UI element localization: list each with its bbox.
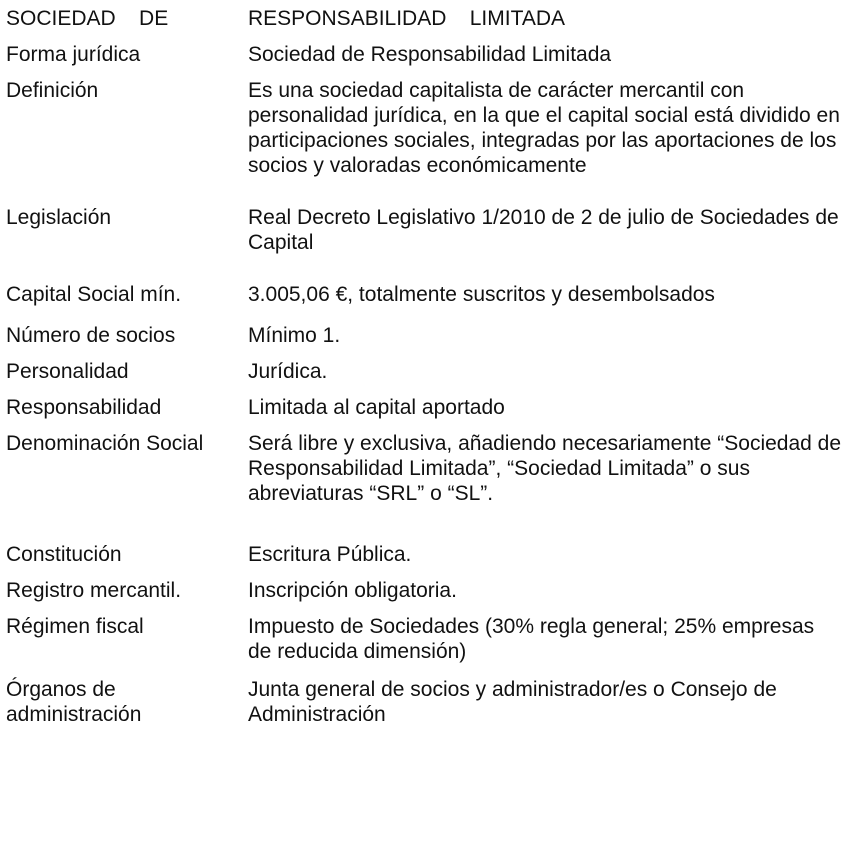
row-label: Legislación bbox=[6, 206, 112, 229]
row-label: Registro mercantil. bbox=[6, 579, 182, 602]
row-value: Mínimo 1. bbox=[248, 324, 341, 347]
document bbox=[6, 6, 842, 727]
row-value: Es una sociedad capitalista de carácter mercantil con personalidad jurídica, en la que el capital social está dividido en participaciones sociales, integradas por las aportaciones de los socios y valoradas económicamente bbox=[248, 79, 840, 177]
row-denominacion-social bbox=[6, 431, 842, 506]
row-value: Escritura Pública. bbox=[248, 543, 412, 566]
row-value: Junta general de socios y administrador/es o Consejo de Administración bbox=[248, 678, 777, 726]
row-capital-social bbox=[6, 282, 842, 307]
title-right: RESPONSABILIDAD LIMITADA bbox=[248, 7, 566, 30]
row-organos-administracion bbox=[6, 677, 842, 727]
row-constitucion bbox=[6, 542, 842, 567]
row-label: Constitución bbox=[6, 543, 122, 566]
row-definicion bbox=[6, 78, 842, 178]
title-row bbox=[6, 6, 842, 34]
row-label: Denominación Social bbox=[6, 432, 204, 455]
row-label: Régimen fiscal bbox=[6, 615, 144, 638]
row-value: Jurídica. bbox=[248, 360, 328, 383]
row-label: Personalidad bbox=[6, 360, 129, 383]
row-forma-juridica bbox=[6, 42, 842, 67]
row-label: Órganos de administración bbox=[6, 678, 142, 726]
row-registro-mercantil bbox=[6, 578, 842, 603]
row-value: Real Decreto Legislativo 1/2010 de 2 de julio de Sociedades de Capital bbox=[248, 206, 839, 254]
row-value: Limitada al capital aportado bbox=[248, 396, 505, 419]
row-label: Forma jurídica bbox=[6, 43, 141, 66]
row-label: Definición bbox=[6, 79, 99, 102]
row-regimen-fiscal bbox=[6, 614, 842, 664]
row-numero-socios bbox=[6, 323, 842, 348]
row-label: Capital Social mín. bbox=[6, 283, 182, 306]
row-value: 3.005,06 €, totalmente suscritos y desembolsados bbox=[248, 283, 715, 306]
row-value: Inscripción obligatoria. bbox=[248, 579, 457, 602]
row-legislacion bbox=[6, 205, 842, 255]
row-label: Responsabilidad bbox=[6, 396, 162, 419]
row-personalidad bbox=[6, 359, 842, 384]
row-value: Sociedad de Responsabilidad Limitada bbox=[248, 43, 612, 66]
title-left: SOCIEDAD DE bbox=[6, 7, 169, 30]
row-label: Número de socios bbox=[6, 324, 176, 347]
row-value: Impuesto de Sociedades (30% regla general; 25% empresas de reducida dimensión) bbox=[248, 615, 815, 663]
row-value: Será libre y exclusiva, añadiendo necesariamente “Sociedad de Responsabilidad Limitada”, “Sociedad Limitada” o sus abreviaturas “SRL” o “SL”. bbox=[248, 432, 842, 505]
row-responsabilidad bbox=[6, 395, 842, 420]
